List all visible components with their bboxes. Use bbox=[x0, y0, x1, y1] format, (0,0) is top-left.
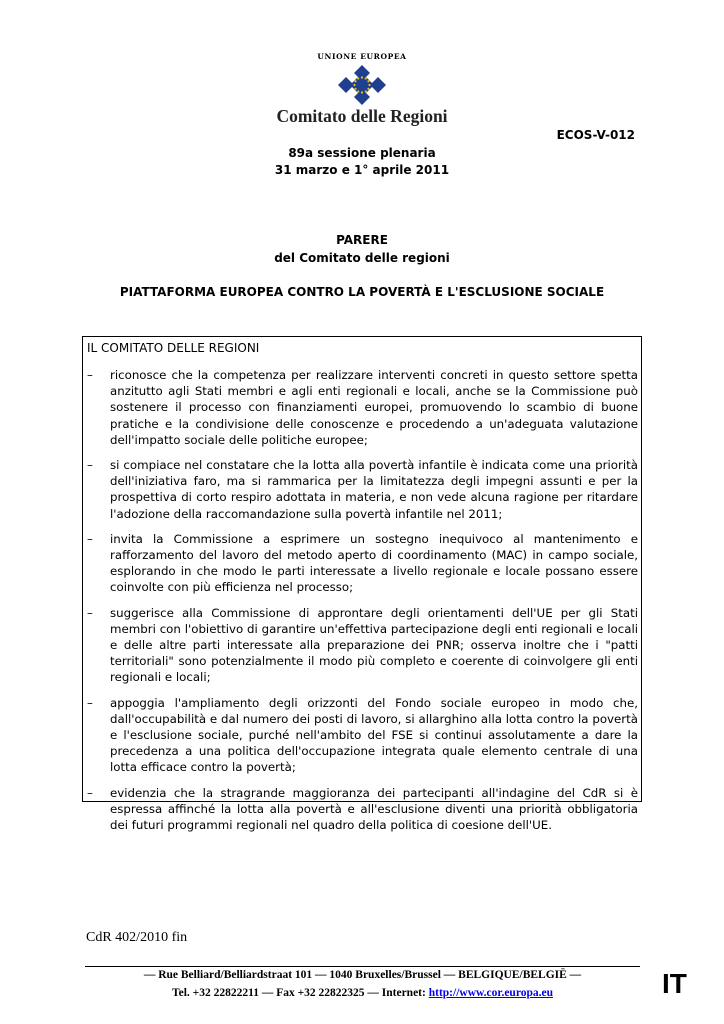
list-item bbox=[87, 367, 638, 448]
list-item-text: appoggia l'ampliamento degli orizzonti del Fondo sociale europeo in modo che, dall'occupabilità e dal numero dei posti di lavoro, si allarghino alla lotta contro la povertà e l'esclusione sociale, purché nell'ambito del FSE si continui assolutamente a dare la precedenza a una politica dell'occupazione integrata quale elemento centrale di una lotta efficace contro la povertà; bbox=[110, 695, 638, 775]
list-item bbox=[87, 605, 638, 686]
dash-bullet: – bbox=[87, 605, 93, 620]
dash-bullet: – bbox=[87, 695, 93, 710]
footer-phone-fax: Tel. +32 22822211 — Fax +32 22822325 — Internet: bbox=[171, 987, 429, 999]
footer-divider bbox=[85, 966, 640, 967]
cor-logo bbox=[270, 48, 454, 126]
list-item-text: riconosce che la competenza per realizzare interventi concreti in questo settore spetta anzitutto agli Stati membri e agli enti regionali e locali, anche se la Commissione può sostenere il processo con finanziamenti europei, promuovendo lo scambio di buone pratiche e la condivisione delle conoscenze e procedendo a un'adeguata valutazione dell'impatto sociale delle politiche europee; bbox=[110, 368, 638, 447]
logo-committee-name: Comitato delle Regioni bbox=[276, 106, 448, 126]
footer-address: — Rue Belliard/Belliardstraat 101 — 1040 Bruxelles/Brussel — BELGIQUE/BELGIË — bbox=[143, 969, 582, 981]
footer-contacts bbox=[85, 987, 640, 999]
logo-union-text: UNIONE EUROPEA bbox=[317, 52, 407, 61]
list-item-text: invita la Commissione a esprimere un sostegno inequivoco al mantenimento e rafforzamento del lavoro del metodo aperto di coordinamento (MAC) in campo sociale, esplorando in che modo le parti interessate a livello regionale e locale possano essere coinvolte con più efficienza nel processo; bbox=[110, 531, 638, 595]
list-item bbox=[87, 695, 638, 776]
list-item-text: si compiace nel constatare che la lotta alla povertà infantile è indicata come una priorità dell'iniziativa faro, ma si rammarica per la limitatezza degli impegni assunti e per la prospettiva di corto respiro adottata in materia, e non vede alcuna ragione per ritardare l'adozione della raccomandazione sulla povertà infantile nel 2011; bbox=[110, 458, 638, 521]
website-link[interactable]: http://www.cor.europa.eu bbox=[428, 987, 553, 999]
eu-emblem-icon bbox=[332, 64, 392, 106]
document-number: CdR 402/2010 fin bbox=[86, 930, 188, 945]
opinion-type: PARERE bbox=[336, 233, 388, 247]
box-heading: IL COMITATO DELLE REGIONI bbox=[87, 341, 260, 355]
list-item bbox=[87, 531, 638, 596]
language-code: IT bbox=[662, 968, 687, 999]
opinion-title: PIATTAFORMA EUROPEA CONTRO LA POVERTÀ E L'ESCLUSIONE SOCIALE bbox=[119, 285, 605, 299]
summary-box bbox=[82, 336, 642, 833]
dash-bullet: – bbox=[87, 785, 93, 800]
dash-bullet: – bbox=[87, 458, 93, 473]
list-item-text: evidenzia che la stragrande maggioranza dei partecipanti all'indagine del CdR si è espressa affinché la lotta alla povertà e all'esclusione diventi una priorità obbligatoria dei futuri programmi regionali nel quadro della politica di coesione dell'UE. bbox=[110, 785, 638, 833]
list-item-text: suggerisce alla Commissione di approntare degli orientamenti dell'UE per gli Stati membri con l'obiettivo di garantire un'effettiva partecipazione degli enti regionali e locali e delle altre parti interessate alla preparazione dei PNR; osserva inoltre che i "patti territoriali" sono potenzialmente il modo più completo e coerente di coinvolgere gli enti regionali e locali; bbox=[110, 605, 638, 685]
dash-bullet: – bbox=[87, 368, 93, 382]
list-item bbox=[87, 785, 638, 834]
opinion-issuer: del Comitato delle regioni bbox=[274, 251, 450, 265]
dash-bullet: – bbox=[87, 531, 93, 546]
document-reference: ECOS-V-012 bbox=[556, 128, 635, 142]
session-dates: 31 marzo e 1° aprile 2011 bbox=[274, 163, 450, 177]
summary-list bbox=[87, 367, 638, 842]
session-title: 89a sessione plenaria bbox=[288, 146, 436, 160]
list-item bbox=[87, 457, 638, 522]
